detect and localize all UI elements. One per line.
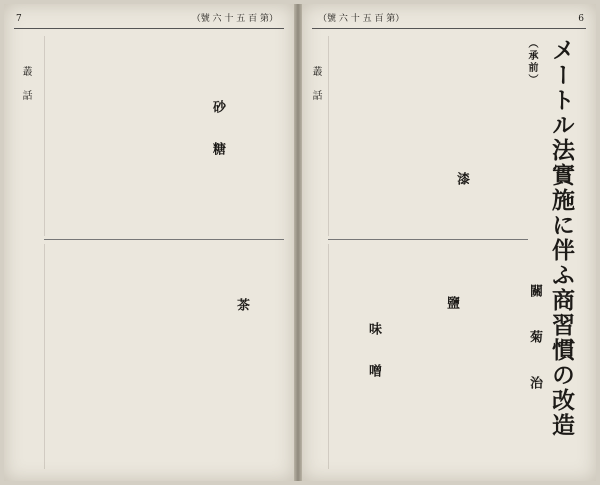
left-section-heading-1: 砂 糖 [210,100,225,163]
left-upper-body [44,36,285,236]
right-section-heading-miso: 味 噌 [366,322,381,385]
right-page-number: 6 [578,14,584,24]
book-gutter [294,4,302,481]
right-column-label: 叢 話 [310,66,321,102]
article-author: 關 菊 治 [527,284,542,399]
left-band-divider [44,239,284,240]
left-page-number: 7 [16,14,22,24]
right-lower-body [328,244,529,469]
left-running-head [14,10,284,29]
right-page [302,4,596,481]
right-band-divider [328,239,528,240]
right-section-heading-salt: 鹽 [444,296,459,317]
article-title-note: （承前） [526,38,537,86]
left-column-label: 叢 話 [20,66,31,102]
left-section-heading-2: 茶 [234,298,249,319]
right-upper-body [328,36,529,236]
article-title-text: メートル法實施に伴ふ商習慣の改造 [548,38,575,438]
left-page [4,4,294,481]
left-issue-label: （號 六 十 五 百 第） [191,14,278,24]
right-running-head [312,10,586,29]
left-lower-body [44,244,285,469]
right-issue-label: （號 六 十 五 百 第） [318,14,405,24]
right-section-heading-lacquer: 漆 [454,172,469,193]
